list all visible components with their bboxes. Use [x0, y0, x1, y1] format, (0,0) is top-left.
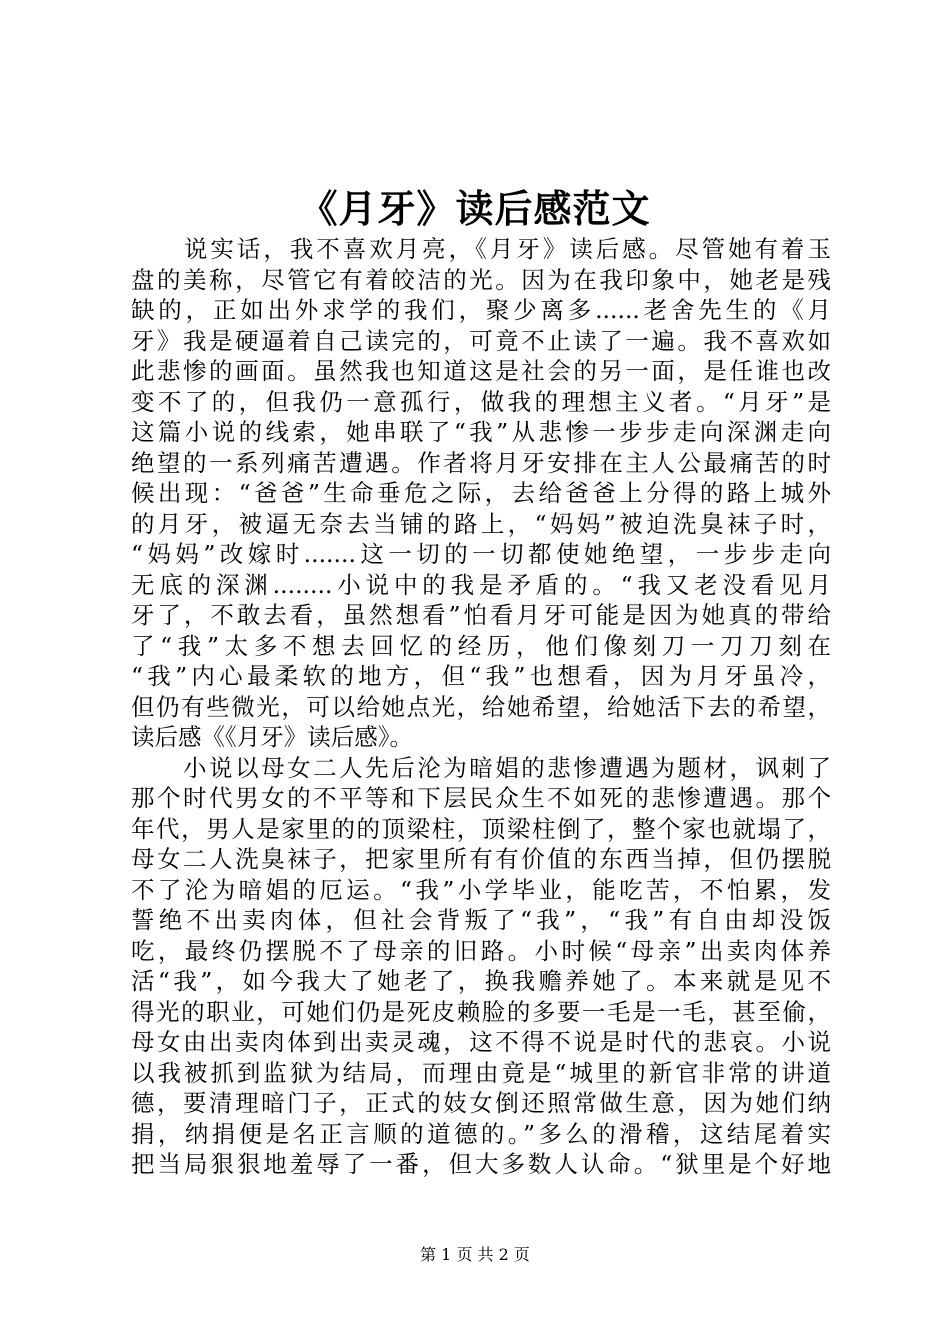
text-line: 年代，男人是家里的的顶梁柱，顶梁柱倒了，整个家也就塌了，: [131, 814, 831, 843]
text-line: 小说以母女二人先后沦为暗娼的悲惨遭遇为题材，讽刺了: [131, 753, 831, 782]
text-line: 活“我”，如今我大了她老了，换我赡养她了。本来就是见不: [131, 967, 831, 995]
text-line: “我”内心最柔软的地方，但“我”也想看，因为月牙虽冷，: [131, 662, 831, 690]
document-title: 《月牙》读后感范文: [299, 187, 651, 231]
text-line: 德，要清理暗门子，正式的妓女倒还照常做生意，因为她们纳: [131, 1089, 831, 1117]
text-line: 这篇小说的线索，她串联了“我”从悲惨一步步走向深渊走向: [131, 418, 831, 446]
page-number-footer: 第 1 页 共 2 页: [420, 1245, 530, 1264]
text-line: “妈妈”改嫁时.......这一切的一切都使她绝望，一步步走向: [131, 540, 831, 568]
text-line: 了“我”太多不想去回忆的经历，他们像刻刀一刀刀刻在: [131, 631, 831, 660]
text-line: 把当局狠狠地羞辱了一番，但大多数人认命。“狱里是个好地: [131, 1150, 831, 1178]
text-line: 以我被抓到监狱为结局，而理由竟是“城里的新官非常的讲道: [131, 1058, 831, 1087]
text-line: 绝望的一系列痛苦遭遇。作者将月牙安排在主人公最痛苦的时: [131, 448, 831, 477]
document-body: [131, 234, 831, 1180]
text-line: 捐，纳捐便是名正言顺的道德的。”多么的滑稽，这结尾着实: [131, 1119, 831, 1148]
text-line: 牙了，不敢去看，虽然想看”怕看月牙可能是因为她真的带给: [131, 601, 831, 629]
text-line: 缺的，正如出外求学的我们，聚少离多......老舍先生的《月: [131, 296, 831, 324]
text-line: 无底的深渊........小说中的我是矛盾的。“我又老没看见月: [131, 570, 831, 599]
text-line: 母女由出卖肉体到出卖灵魂，这不得不说是时代的悲哀。小说: [131, 1028, 831, 1056]
text-line: 说实话，我不喜欢月亮，《月牙》读后感。尽管她有着玉: [131, 235, 831, 263]
text-line: 得光的职业，可她们仍是死皮赖脸的多要一毛是一毛，甚至偷，: [131, 997, 831, 1026]
text-line: 此悲惨的画面。虽然我也知道这是社会的另一面，是任谁也改: [131, 357, 831, 385]
text-line: 吃，最终仍摆脱不了母亲的旧路。小时候“母亲”出卖肉体养: [131, 936, 831, 965]
text-line: 变不了的，但我仍一意孤行，做我的理想主义者。“月牙”是: [131, 387, 831, 416]
text-line: 候出现：“爸爸”生命垂危之际，去给爸爸上分得的路上城外: [131, 479, 831, 507]
text-line: 读后感《《月牙》读后感》。: [131, 723, 413, 751]
text-line: 盘的美称，尽管它有着皎洁的光。因为在我印象中，她老是残: [131, 265, 831, 294]
text-line: 不了沦为暗娼的厄运。“我”小学毕业，能吃苦，不怕累，发: [131, 875, 831, 904]
text-line: 誓绝不出卖肉体，但社会背叛了“我”，“我”有自由却没饭: [131, 906, 831, 934]
text-line: 但仍有些微光，可以给她点光，给她希望，给她活下去的希望，: [131, 692, 831, 721]
text-line: 的月牙，被逼无奈去当铺的路上，“妈妈”被迫洗臭袜子时，: [131, 509, 831, 538]
text-line: 母女二人洗臭袜子，把家里所有有价值的东西当掉，但仍摆脱: [131, 845, 831, 873]
text-line: 牙》我是硬逼着自己读完的，可竟不止读了一遍。我不喜欢如: [131, 326, 831, 355]
text-line: 那个时代男女的不平等和下层民众生不如死的悲惨遭遇。那个: [131, 784, 831, 812]
